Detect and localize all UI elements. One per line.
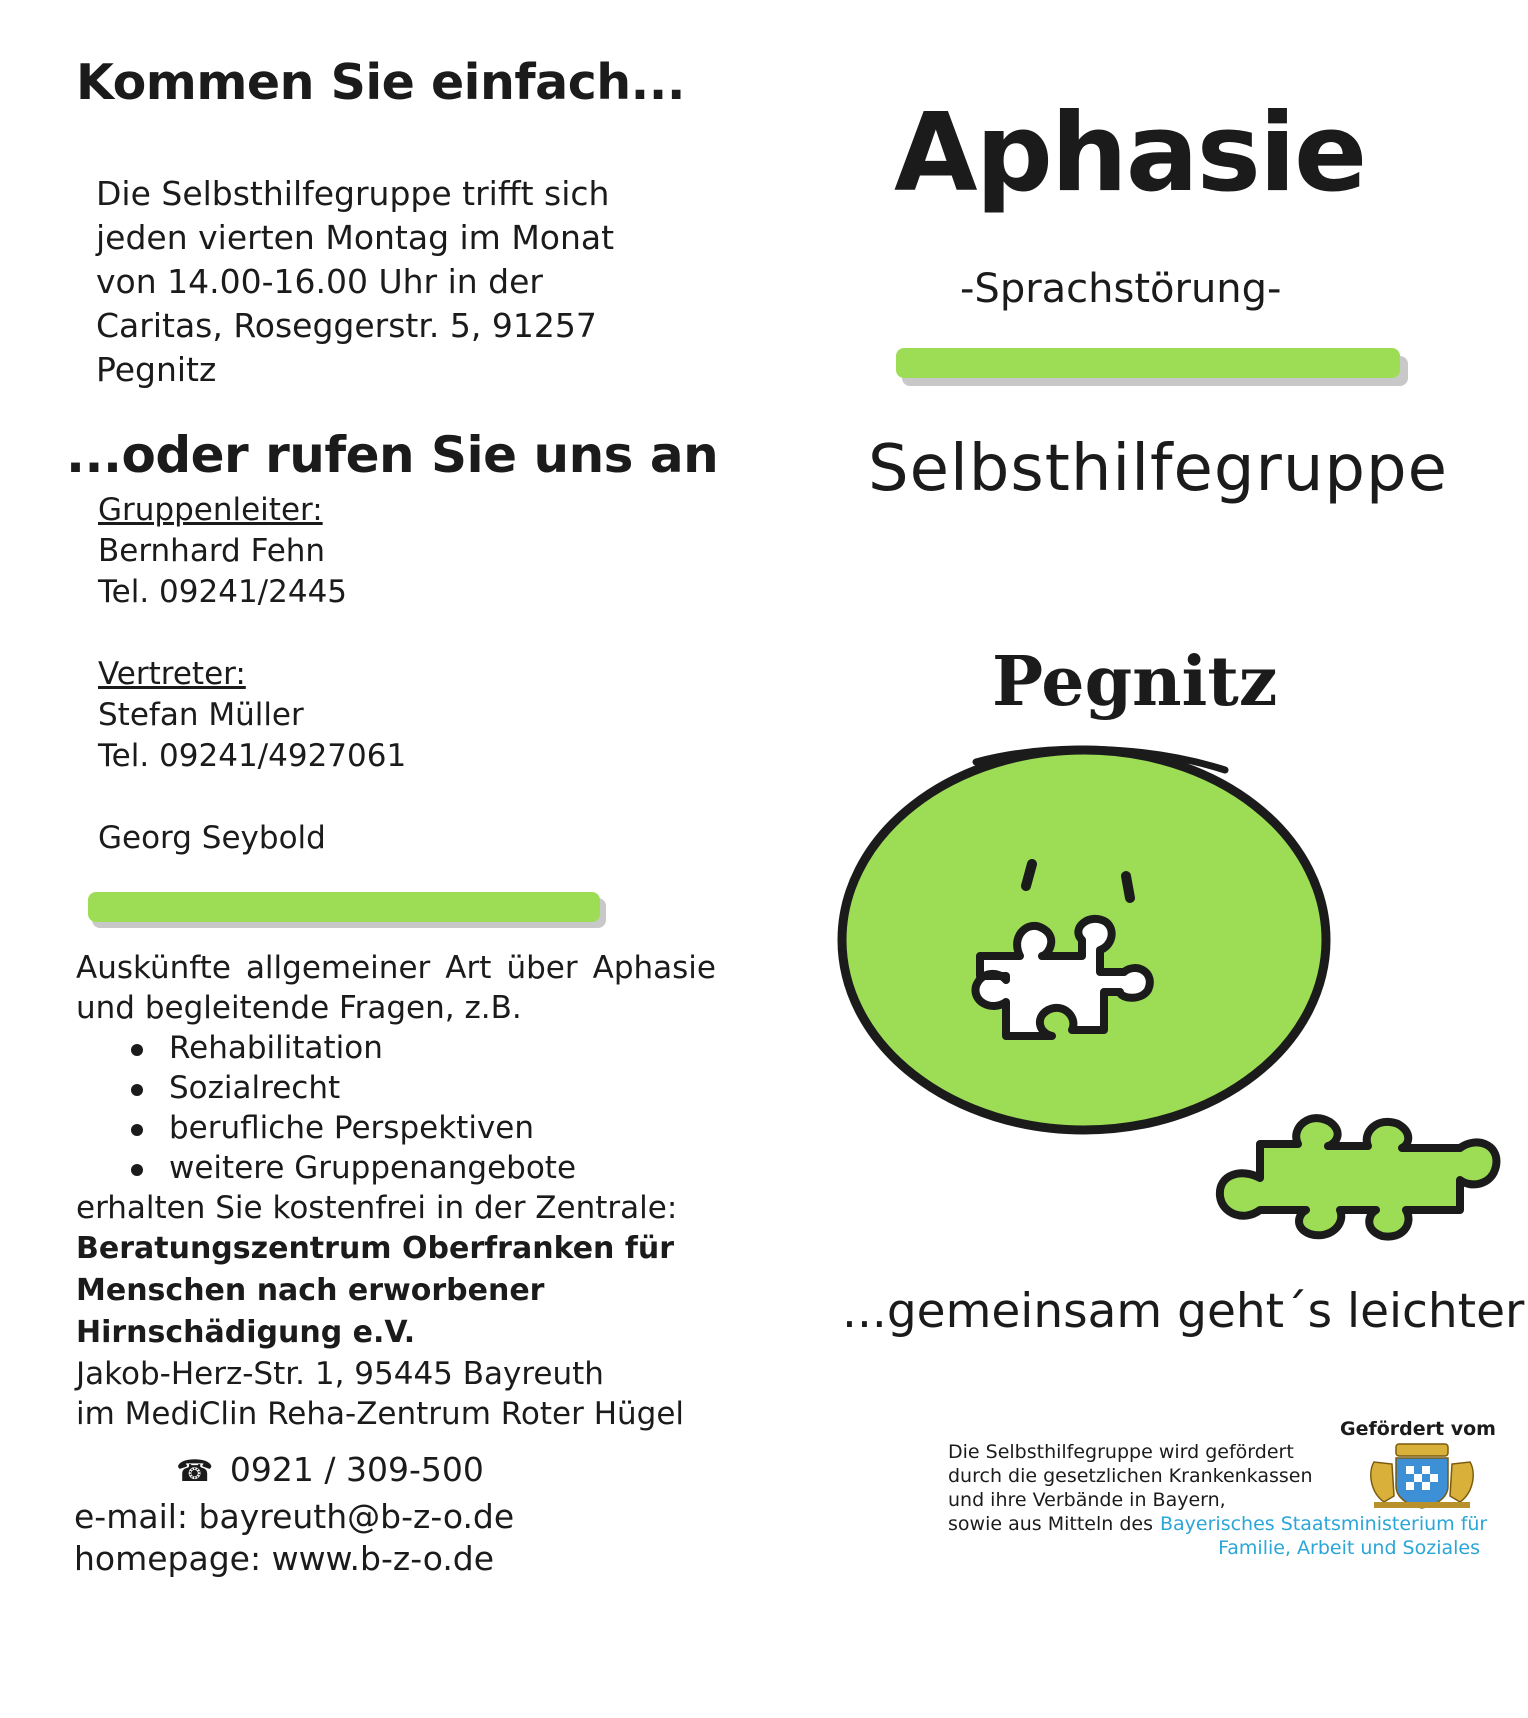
heading-call: ...oder rufen Sie uns an <box>66 426 719 484</box>
info-block <box>76 948 716 1434</box>
list-item: Rehabilitation <box>131 1028 716 1068</box>
sponsor-line: sowie aus Mitteln des <box>948 1513 1153 1535</box>
leader-name: Bernhard Fehn <box>98 533 326 569</box>
deputy-label: Vertreter: <box>98 656 246 692</box>
info-line: erhalten Sie kostenfrei in der Zentrale: <box>76 1190 678 1226</box>
address-line: im MediClin Reha-Zentrum Roter Hügel <box>76 1396 685 1432</box>
org-name-line: Menschen nach erworbener <box>76 1273 545 1308</box>
web-contacts <box>74 1496 514 1580</box>
spacer <box>98 613 406 654</box>
page-subtitle: -Sprachstörung- <box>960 266 1282 312</box>
info-line <box>76 948 716 988</box>
org-name-line: Beratungszentrum Oberfranken für <box>76 1231 675 1266</box>
meeting-line: jeden vierten Montag im Monat <box>96 218 615 257</box>
meeting-info <box>96 172 614 392</box>
third-contact-name: Georg Seybold <box>98 820 326 856</box>
divider-bar <box>88 892 600 922</box>
deputy-tel[interactable]: Tel. 09241/4927061 <box>98 738 407 774</box>
sponsor-heading: Gefördert vom <box>1340 1418 1496 1440</box>
meeting-line: Caritas, Roseggerstr. 5, 91257 <box>96 306 597 345</box>
meeting-line: Pegnitz <box>96 350 217 389</box>
deputy-name: Stefan Müller <box>98 697 304 733</box>
town-heading: Pegnitz <box>992 642 1278 722</box>
info-line: und begleitende Fragen, z.B. <box>76 990 522 1026</box>
leader-label: Gruppenleiter: <box>98 492 323 528</box>
face-eye-left <box>1026 864 1032 886</box>
divider-bar <box>896 348 1400 378</box>
phone-line[interactable] <box>176 1450 484 1489</box>
leader-tel[interactable]: Tel. 09241/2445 <box>98 574 348 610</box>
meeting-line: von 14.00-16.00 Uhr in der <box>96 262 543 301</box>
info-word: Art <box>445 950 492 986</box>
address-line: Jakob-Herz-Str. 1, 95445 Bayreuth <box>76 1356 604 1392</box>
email-link[interactable]: e-mail: bayreuth@b-z-o.de <box>74 1497 515 1536</box>
phone-icon: ☎ <box>176 1454 214 1489</box>
contact-list <box>98 490 406 859</box>
homepage-link[interactable]: homepage: www.b-z-o.de <box>74 1539 495 1578</box>
list-item: Sozialrecht <box>131 1068 716 1108</box>
loose-puzzle-piece <box>1220 1118 1497 1237</box>
topic-list <box>76 1028 716 1188</box>
org-name-line: Hirnschädigung e.V. <box>76 1315 416 1350</box>
meeting-line: Die Selbsthilfegruppe trifft sich <box>96 174 610 213</box>
info-word: Aphasie <box>592 950 716 986</box>
sponsor-line: und ihre Verbände in Bayern, <box>948 1489 1226 1511</box>
sponsor-line: durch die gesetzlichen Krankenkassen <box>948 1465 1313 1487</box>
list-item: weitere Gruppenangebote <box>131 1148 716 1188</box>
info-word: über <box>506 950 578 986</box>
ministry-line: Familie, Arbeit und Soziales <box>1218 1537 1480 1559</box>
ministry-name <box>1160 1512 1488 1560</box>
bavarian-crest-icon <box>1366 1442 1478 1510</box>
page-title: Aphasie <box>894 91 1366 216</box>
face-eye-right <box>1126 876 1130 898</box>
info-word: Auskünfte <box>76 950 231 986</box>
puzzle-face-illustration <box>820 740 1520 1260</box>
spacer <box>98 777 406 818</box>
motto: ...gemeinsam geht´s leichter <box>842 1284 1525 1339</box>
group-heading: Selbsthilfegruppe <box>868 432 1448 506</box>
sponsor-line: Die Selbsthilfegruppe wird gefördert <box>948 1441 1294 1463</box>
list-item: berufliche Perspektiven <box>131 1108 716 1148</box>
phone-number[interactable]: 0921 / 309-500 <box>229 1450 484 1489</box>
heading-come: Kommen Sie einfach... <box>76 54 686 111</box>
info-word: allgemeiner <box>245 950 431 986</box>
ministry-line: Bayerisches Staatsministerium für <box>1160 1513 1488 1535</box>
